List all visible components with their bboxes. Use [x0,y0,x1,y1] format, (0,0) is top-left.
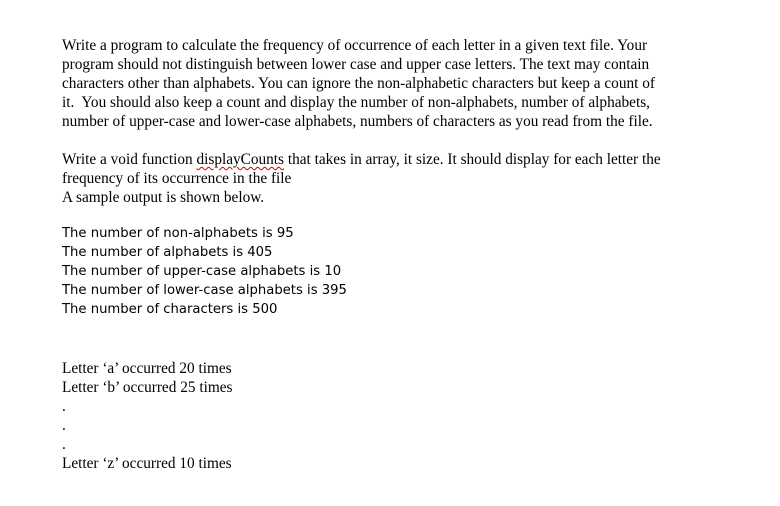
function-spec-suffix: that takes in array, it size. It should display for each letter the [284,151,661,168]
intro-line: Write a program to calculate the frequency of occurrence of each letter in a given text file. Your [62,37,648,54]
ellipsis-dot: . [62,417,66,434]
intro-line: program should not distinguish between lower case and upper case letters. The text may contain [62,56,650,73]
letter-output-line: Letter ‘a’ occurred 20 times [62,360,232,377]
function-spec-line: frequency of its occurrence in the file [62,170,292,187]
sample-count-line: The number of lower-case alphabets is 395 [62,283,347,298]
ellipsis-dot: . [62,436,66,453]
intro-line: it. You should also keep a count and display the number of non-alphabets, number of alphabets, [62,94,650,111]
function-spec-prefix: Write a void function [62,151,197,168]
intro-line: number of upper-case and lower-case alphabets, numbers of characters as you read from the file. [62,113,653,130]
function-name: displayCounts [196,151,285,168]
function-spec-line [62,150,661,169]
function-spec-line: A sample output is shown below. [62,189,265,206]
sample-count-line: The number of non-alphabets is 95 [62,226,294,241]
ellipsis-dot: . [62,398,66,415]
sample-count-line: The number of alphabets is 405 [62,245,273,260]
intro-line: characters other than alphabets. You can ignore the non-alphabetic characters but keep a count of [62,75,655,92]
letter-output-line: Letter ‘z’ occurred 10 times [62,455,232,472]
sample-count-line: The number of characters is 500 [62,302,278,317]
sample-count-line: The number of upper-case alphabets is 10 [62,264,342,279]
letter-output-line: Letter ‘b’ occurred 25 times [62,379,233,396]
